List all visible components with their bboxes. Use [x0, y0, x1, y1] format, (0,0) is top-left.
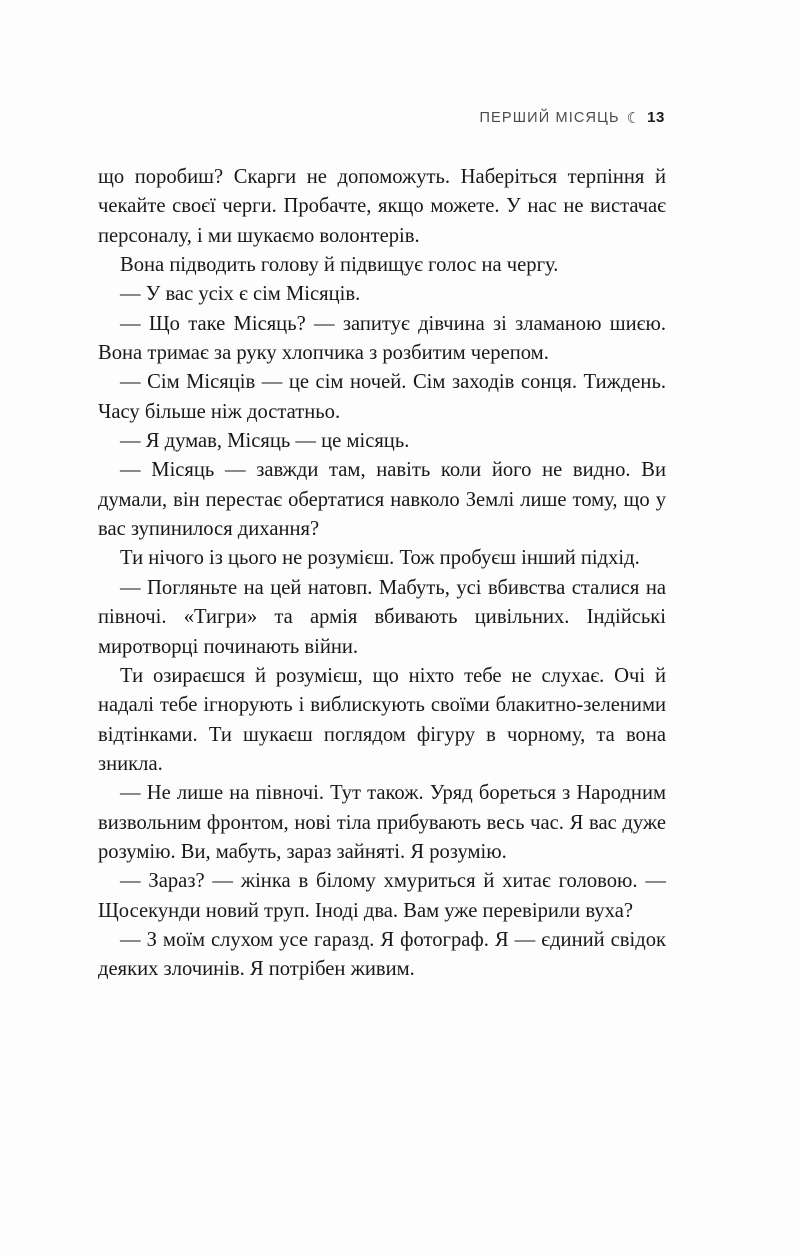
paragraph: — Що таке Місяць? — запитує дівчина зі зламаною шиєю. Вона тримає за руку хлопчика з розбитим черепом. [98, 312, 666, 365]
paragraph: — З моїм слухом усе гаразд. Я фотограф. Я — єдиний свідок деяких злочинів. Я потрібен живим. [98, 928, 666, 981]
paragraph: — Не лише на півночі. Тут також. Уряд бореться з Народним визвольним фронтом, нові тіла прибувають весь час. Я вас дуже розумію. Ви, мабуть, зараз зайняті. Я розумію. [98, 782, 666, 863]
running-head-title: ПЕРШИЙ МІСЯЦЬ [479, 110, 620, 126]
paragraph: — Погляньте на цей натовп. Мабуть, усі вбивства сталися на півночі. «Тигри» та армія вбивають цивільних. Індійські миротворці починають війни. [98, 576, 666, 658]
page-number: 13 [647, 109, 665, 126]
paragraph: Ти нічого із цього не розумієш. Тож пробуєш інший підхід. [120, 547, 640, 570]
paragraph: — Я думав, Місяць — це місяць. [120, 430, 410, 453]
running-head [98, 108, 665, 126]
paragraph: Ти озираєшся й розумієш, що ніхто тебе не слухає. Очі й надалі тебе ігнорують і виблискують своїми блакитно-зеленими відтінками. Ти шукаєш поглядом фігуру в чорному, та вона зникла. [98, 664, 666, 775]
crescent-moon-icon: ☾ [626, 108, 641, 127]
paragraph: — Зараз? — жінка в білому хмуриться й хитає головою. — Щосекунди новий труп. Іноді два. Вам уже перевірили вуха? [98, 870, 666, 922]
paragraph: що поробиш? Скарги не допоможуть. Наберіться терпіння й чекайте своєї черги. Пробачте, якщо можете. У нас не вистачає персоналу, і ми шукаємо волонтерів. [98, 166, 666, 247]
body-text [98, 163, 666, 985]
paragraph: — Сім Місяців — це сім ночей. Сім заходів сонця. Тиждень. Часу більше ніж достатньо. [98, 371, 666, 423]
paragraph: Вона підводить голову й підвищує голос на чергу. [120, 254, 559, 277]
paragraph: — У вас усіх є сім Місяців. [120, 283, 361, 306]
paragraph: — Місяць — завжди там, навіть коли його не видно. Ви думали, він перестає обертатися навколо Землі лише тому, що у вас зупинилося дихання? [98, 459, 666, 541]
